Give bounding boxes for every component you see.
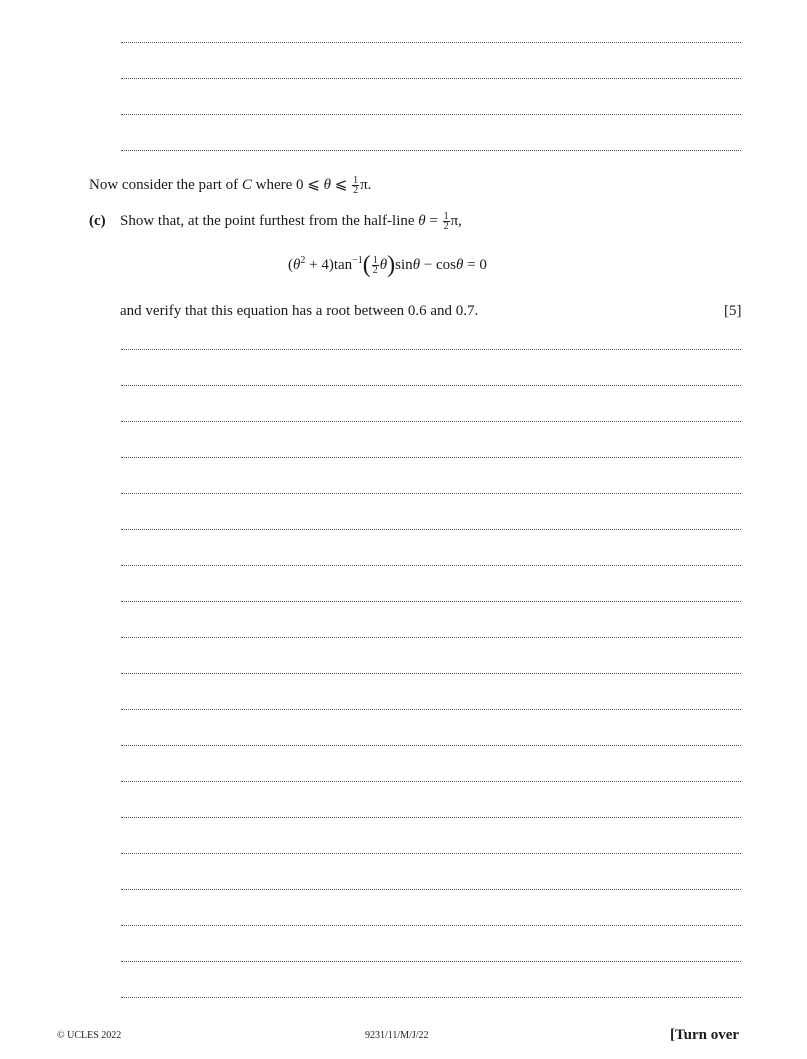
paper-code: 9231/11/M/J/22 [365,1030,429,1041]
answer-line[interactable] [121,601,741,602]
answer-line[interactable] [121,889,741,890]
fraction-half: $\frac{1}{2}$ [443,211,449,233]
part-c-label: (c) [89,213,106,229]
answer-line[interactable] [121,565,741,566]
answer-line[interactable] [121,457,741,458]
answer-line[interactable] [121,114,741,115]
answer-line[interactable] [121,385,741,386]
answer-line[interactable] [121,781,741,782]
answer-line[interactable] [121,817,741,818]
answer-line[interactable] [121,493,741,494]
answer-line[interactable] [121,78,741,79]
fraction-half: $\frac{1}{2}$ [353,175,359,197]
answer-line[interactable] [121,745,741,746]
verify-sentence: and verify that this equation has a root between 0.6 and 0.7. [120,303,479,319]
answer-line[interactable] [121,637,741,638]
answer-line[interactable] [121,673,741,674]
answer-line[interactable] [121,997,741,998]
fraction-half: $\frac{1}{2}$ [372,255,378,277]
answer-line[interactable] [121,529,741,530]
displayed-equation: $(\theta^2 + 4)\tan^{-1}$( $\frac{1}{2}$ θ)sinθ − cosθ = 0 [288,252,487,278]
answer-line[interactable] [121,961,741,962]
answer-line[interactable] [121,853,741,854]
turn-over-note: [Turn over [670,1027,740,1043]
intro-sentence: Now consider the part of C where 0 ⩽ θ ⩽ $\frac{1}{2}$ π. [89,175,372,197]
copyright-notice: © UCLES 2022 [57,1030,122,1041]
answer-line[interactable] [121,925,741,926]
marks-allocation: [5] [724,303,742,319]
answer-line[interactable] [121,421,741,422]
answer-line[interactable] [121,42,741,43]
answer-line[interactable] [121,709,741,710]
part-c-statement: Show that, at the point furthest from the half-line θ = $\frac{1}{2}$ π, [120,211,462,233]
answer-line[interactable] [121,349,741,350]
answer-line[interactable] [121,150,741,151]
